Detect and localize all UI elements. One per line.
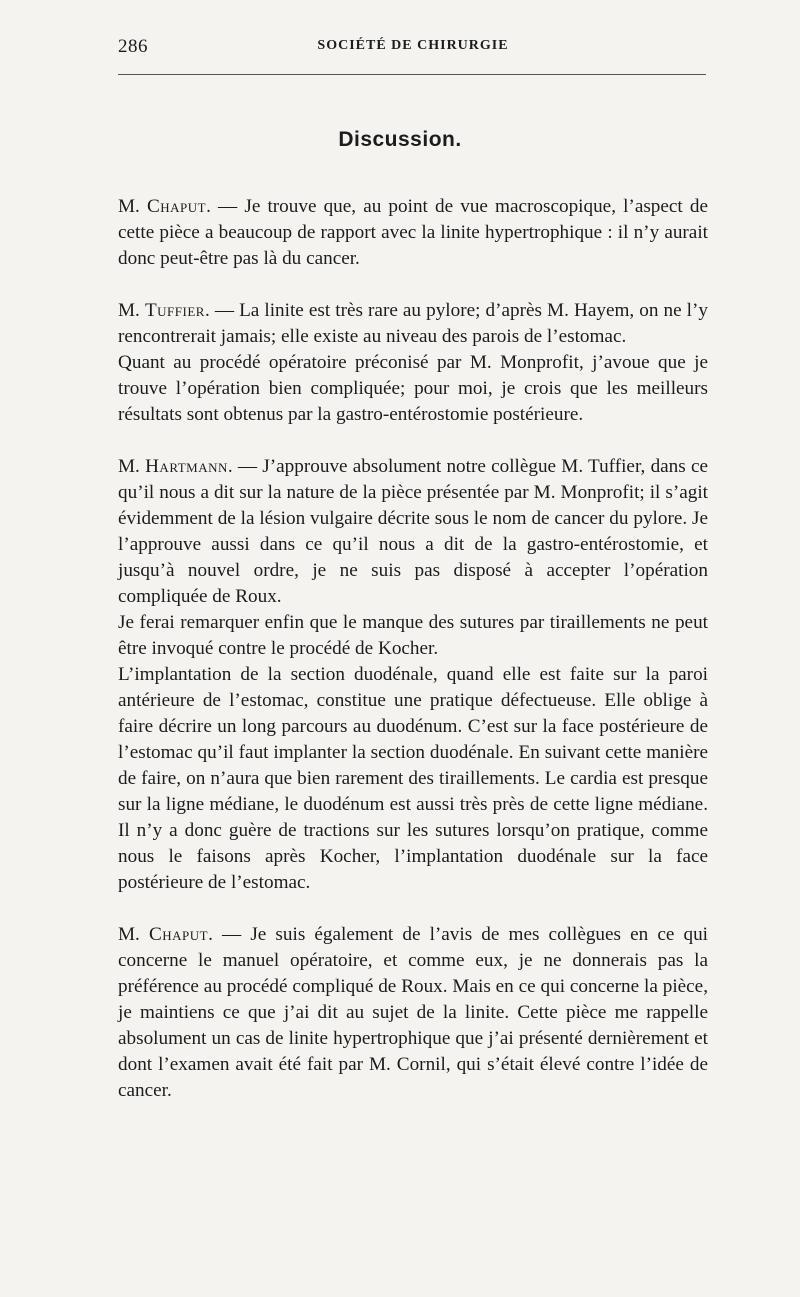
speaker-prefix: M. [118, 300, 145, 321]
paragraph-text: . — Je suis également de l’avis de mes collègues en ce qui concerne le manuel opératoire, et comme eux, je ne donnerais pas la préférence au procédé compliqué de Roux. Mais en ce qui concerne la pièce, je maintiens ce que j’ai dit au sujet de la linite. Cette pièce me rappelle absolument un cas de linite hypertrophique que j’ai présenté dernièrement et dont l’examen avait été fait par M. Cornil, qui s’était élevé contre l’idée de cancer. [118, 924, 709, 1101]
paragraph-text: . — La linite est très rare au pylore; d’après M. Hayem, on ne l’y rencontrerait jamais; elle existe au niveau des parois de l’estomac. [118, 300, 708, 347]
speaker-name: Chaput [148, 924, 209, 945]
paragraph-text: L’implantation de la section duodénale, quand elle est faite sur la paroi antérieure de l’estomac, constitue une pratique défectueuse. Elle oblige à faire décrire un long parcours au duodénum. C’est sur la face postérieure de l’estomac qu’il faut implanter la section duodénale. En suivant cette manière de faire, on n’aura que bien rarement des tiraillements. Le cardia est presque sur la ligne médiane, le duodénum est aussi très près de cette ligne médiane. Il n’y a donc guère de tractions sur les sutures lorsqu’on pratique, comme nous le faisons après Kocher, l’implantation duodénale sur la face postérieure de l’estomac. [118, 664, 708, 893]
body-text [118, 194, 708, 1104]
speaker-prefix: M. [118, 456, 146, 477]
paragraph-text: . — Je trouve que, au point de vue macroscopique, l’aspect de cette pièce a beaucoup de rapport avec la linite hypertrophique : il n’y aurait donc peut-être pas là du cancer. [118, 196, 708, 269]
paragraph-text: Quant au procédé opératoire préconisé par M. Monprofit, j’avoue que je trouve l’opération bien compliquée; pour moi, je crois que les meilleurs résultats sont obtenus par la gastro-entérostomie postérieure. [118, 352, 708, 425]
paragraph-tuffier-1 [118, 298, 708, 350]
header-rule [118, 74, 706, 75]
speaker-prefix: M. [118, 924, 149, 945]
speaker-name: Chaput [146, 196, 207, 217]
paragraph-chaput-1 [118, 194, 708, 272]
section-title: Discussion. [338, 128, 462, 151]
running-head [118, 36, 708, 60]
paragraph-hartmann-1 [118, 454, 708, 610]
speaker-name: Hartmann [145, 456, 228, 477]
paragraph-tuffier-2 [118, 350, 708, 428]
paragraph-text: Je ferai remarquer enfin que le manque des sutures par tiraillements ne peut être invoqué contre le procédé de Kocher. [118, 612, 708, 659]
paragraph-chaput-2 [118, 922, 708, 1104]
speaker-prefix: M. [118, 196, 147, 217]
page-number: 286 [118, 36, 148, 57]
paragraph-hartmann-2 [118, 610, 708, 662]
journal-title: SOCIÉTÉ DE CHIRURGIE [317, 38, 509, 53]
paragraph-hartmann-3 [118, 662, 708, 896]
paragraph-text: . — J’approuve absolument notre collègue M. Tuffier, dans ce qu’il nous a dit sur la nature de la pièce présentée par M. Monprofit; il s’agit évidemment de la lésion vulgaire décrite sous le nom de cancer du pylore. Je l’approuve aussi dans ce qu’il nous a dit de la gastro-entérostomie, et jusqu’à nouvel ordre, je ne suis pas disposé à accepter l’opération compliquée de Roux. [118, 456, 708, 607]
speaker-name: Tuffier [144, 300, 205, 321]
